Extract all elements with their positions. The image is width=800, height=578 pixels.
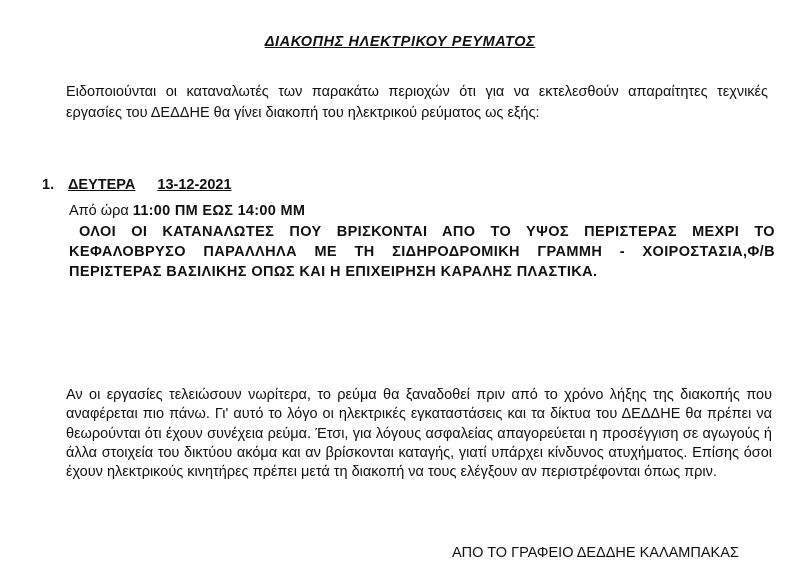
item-date: 13-12-2021 (157, 177, 232, 193)
intro-paragraph: Ειδοποιούνται οι καταναλωτές των παρακάτω περιοχών ότι για να εκτελεσθούν απαραίτητες τεχνικές εργασίες του ΔΕΔΔΗΕ θα γίνει διακοπή του ηλεκτρικού ρεύματος ως εξής: (66, 84, 768, 121)
safety-notice-paragraph: Αν οι εργασίες τελειώσουν νωρίτερα, το ρεύμα θα ξαναδοθεί πριν από το χρόνο λήξης της διακοπής που αναφέρεται πιο πάνω. Γι' αυτό το λόγο οι ηλεκτρικές εγκαταστάσεις και τα δίκτυα του ΔΕΔΔΗΕ θα πρέπει να θεωρούνται ότι έχουν συνέχεια ρεύμα. Έτσι, για λόγους ασφαλείας απαγορεύεται η προσέγγιση σε αγωγούς ή άλλα στοιχεία του δικτύου ακόμα και αν βρίσκονται καταγής, γιατί υπάρχει κίνδυνος ατυχήματος. Επίσης όσοι έχουν ηλεκτρικούς κινητήρες πρέπει μετά τη διακοπή να τους ελέγξουν αν περιστρέφονται όπως πριν. (66, 387, 772, 481)
item-day: ΔΕΥΤΕΡΑ (68, 177, 136, 193)
item-number: 1. (42, 177, 55, 193)
affected-area-text (69, 222, 775, 282)
outage-time-line (69, 203, 305, 219)
document-title: ΔΙΑΚΟΠΗΣ ΗΛΕΚΤΡΙΚΟΥ ΡΕΥΜΑΤΟΣ (264, 34, 536, 50)
affected-area-description: ΟΛΟΙ ΟΙ ΚΑΤΑΝΑΛΩΤΕΣ ΠΟΥ ΒΡΙΣΚΟΝΤΑΙ ΑΠΟ ΤΟ ΥΨΟΣ ΠΕΡΙΣΤΕΡΑΣ ΜΕΧΡΙ ΤΟ ΚΕΦΑΛΟΒΡΥΣΟ ΠΑΡΑΛΛΗΛΑ ΜΕ ΤΗ ΣΙΔΗΡΟΔΡΟΜΙΚΗ ΓΡΑΜΜΗ - ΧΟΙΡΟΣΤΑΣΙΑ,Φ/Β ΠΕΡΙΣΤΕΡΑΣ ΒΑΣΙΛΙΚΗΣ ΟΠΩΣ ΚΑΙ Η ΕΠΙΧΕΙΡΗΣΗ ΚΑΡΑΛΗΣ ΠΛΑΣΤΙΚΑ. (69, 224, 775, 280)
time-prefix: Από ώρα (69, 203, 133, 219)
outage-item-heading (42, 177, 232, 193)
signature: ΑΠΟ ΤΟ ΓΡΑΦΕΙΟ ΔΕΔΔΗΕ ΚΑΛΑΜΠΑΚΑΣ (452, 545, 739, 561)
time-range: 11:00 ΠΜ ΕΩΣ 14:00 ΜΜ (132, 203, 306, 219)
